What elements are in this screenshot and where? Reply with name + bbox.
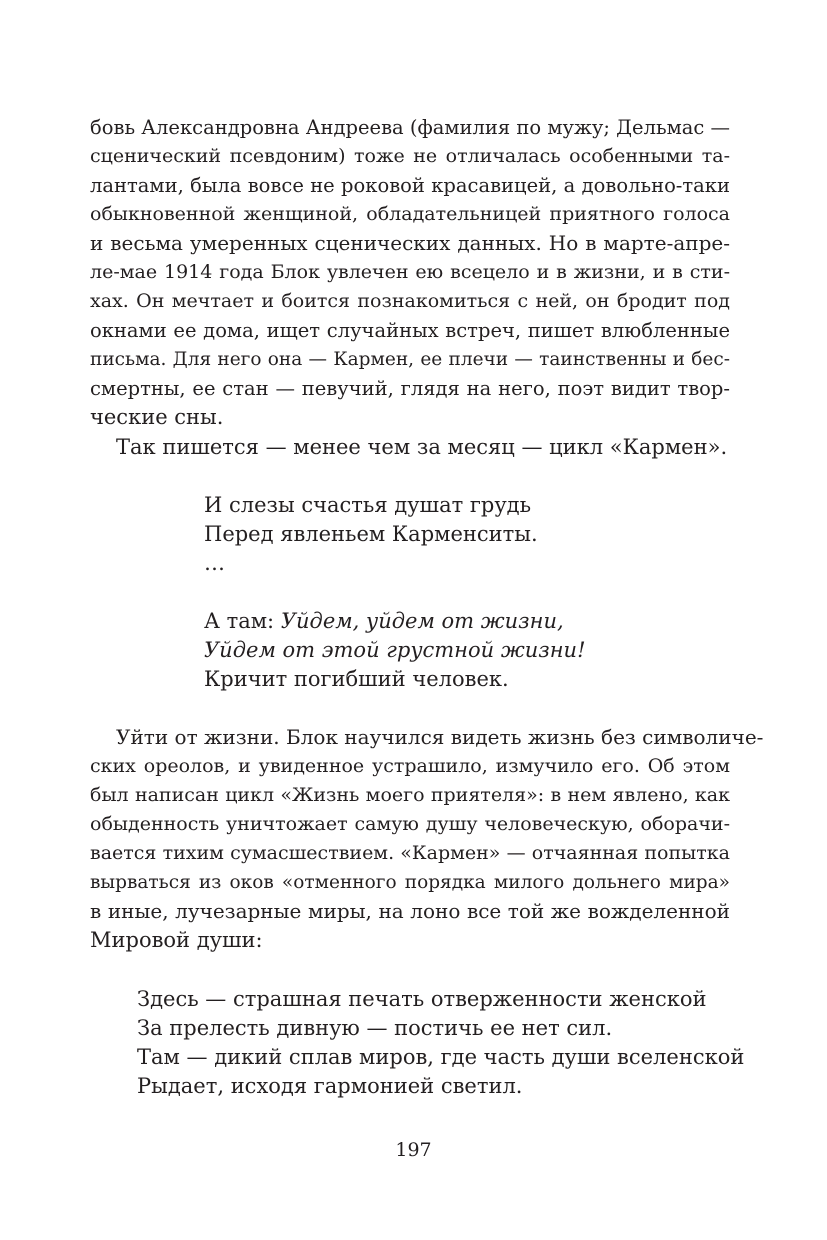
poem-italic-text: Уйдем, уйдем от жизни, xyxy=(280,609,564,633)
poem-line xyxy=(204,607,564,636)
poem-line-prefix: А там: xyxy=(204,609,281,633)
poem-line: За прелесть дивную — постичь ее нет сил. xyxy=(137,1016,613,1040)
paragraph-line: вается тихим сумасшествием. «Кармен» — отчаянная попытка xyxy=(90,842,730,864)
paragraph-line: письма. Для него она — Кармен, ее плечи — таинственны и бес- xyxy=(90,349,730,370)
poem-line: Здесь — страшная печать отверженности женской xyxy=(137,987,707,1011)
poem-line: Рыдает, исходя гармонией светил. xyxy=(137,1074,523,1098)
poem-line: И слезы счастья душат грудь xyxy=(204,493,532,517)
paragraph-line: и весьма умеренных сценических данных. Но в марте-апре- xyxy=(90,231,730,255)
poem-line: Кричит погибший человек. xyxy=(204,667,509,691)
poem-italic-line: Уйдем от этой грустной жизни! xyxy=(204,638,586,662)
poem-ellipsis: … xyxy=(204,551,225,575)
poem-line: Перед явленьем Карменситы. xyxy=(204,522,538,546)
poem-line: Там — дикий сплав миров, где часть души вселенской xyxy=(137,1045,745,1069)
paragraph-line: ских ореолов, и увиденное устрашило, измучило его. Об этом xyxy=(90,755,730,777)
paragraph-line: Так пишется — менее чем за месяц — цикл «Кармен». xyxy=(116,435,728,459)
paragraph-line: ле-мае 1914 года Блок увлечен ею всецело и в жизни, и в сти- xyxy=(90,261,730,283)
paragraph-line: окнами ее дома, ищет случайных встреч, пишет влюбленные xyxy=(90,319,730,342)
paragraph-line: хах. Он мечтает и боится познакомиться с ней, он бродит под xyxy=(90,290,730,312)
paragraph-line: ческие сны. xyxy=(90,405,224,429)
paragraph-line: был написан цикл «Жизнь моего приятеля»: в нем явлено, как xyxy=(90,784,730,806)
paragraph-line: обыкновенной женщиной, обладательницей приятного голоса xyxy=(90,203,730,225)
paragraph-line: смертны, ее стан — певучий, глядя на него, поэт видит твор- xyxy=(90,377,730,400)
paragraph-line: бовь Александровна Андреева (фамилия по мужу; Дельмас — xyxy=(90,116,730,139)
paragraph-line: вырваться из оков «отменного порядка милого дольнего мира» xyxy=(90,872,730,893)
paragraph-line: Мировой души: xyxy=(90,928,263,952)
page-number: 197 xyxy=(395,1139,432,1161)
paragraph-line: лантами, была вовсе не роковой красавицей, а довольно-таки xyxy=(90,174,730,197)
paragraph-line: в иные, лучезарные миры, на лоно все той же вожделенной xyxy=(90,899,730,923)
paragraph-line: Уйти от жизни. Блок научился видеть жизнь без символиче- xyxy=(116,725,764,749)
paragraph-line: сценический псевдоним) тоже не отличалась особенными та- xyxy=(90,145,730,167)
paragraph-line: обыденность уничтожает самую душу человеческую, оборачи- xyxy=(90,813,730,835)
